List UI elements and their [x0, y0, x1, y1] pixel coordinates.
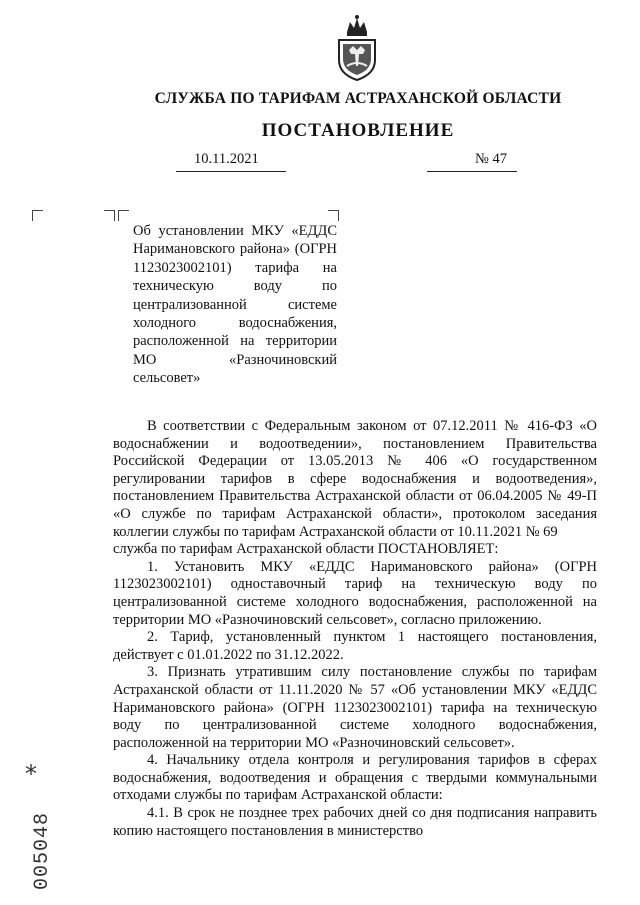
document-type: ПОСТАНОВЛЕНИЕ — [261, 120, 455, 141]
registration-code: 005048 — [31, 811, 54, 890]
document-date: 10.11.2021 — [194, 151, 259, 167]
item-4-paragraph: 4. Начальнику отдела контроля и регулирования тарифов в сферах водоснабжения, водоотведения и обращения с твердыми коммунальными отходами службы по тарифам Астраханской области: — [113, 752, 597, 804]
agency-name: СЛУЖБА ПО ТАРИФАМ АСТРАХАНСКОЙ ОБЛАСТИ — [154, 90, 562, 107]
item-1-paragraph: 1. Установить МКУ «ЕДДС Наримановского района» (ОГРН 1123023002101) одноставочный тариф на техническую воду по централизованной системе холодного водоснабжения, расположенной на территории МО «Разночиновский сельсовет», согласно приложению. — [113, 558, 597, 628]
asterisk-mark: * — [25, 760, 37, 788]
margin-stamp — [20, 760, 54, 890]
resolve-paragraph: служба по тарифам Астраханской области ПОСТАНОВЛЯЕТ: — [113, 541, 499, 558]
document-number: № 47 — [475, 151, 507, 167]
document-number-field — [427, 151, 517, 172]
document-body — [113, 418, 597, 840]
item-3-paragraph: 3. Признать утратившим силу постановление службы по тарифам Астраханской области от 11.11.2020 № 57 «Об установлении МКУ «ЕДДС Наримановского района» (ОГРН 1123023002101) тарифа на техническую воду по централизованной системе холодного водоснабжения, расположенной на территории МО «Разночиновский сельсовет». — [113, 664, 597, 751]
coat-of-arms-icon — [333, 14, 381, 84]
corner-mark — [328, 210, 339, 221]
document-subject: Об установлении МКУ «ЕДДС Наримановского района» (ОГРН 1123023002101) тарифа на техническую воду по централизованной системе холодного водоснабжения, расположенной на территории МО «Разночиновский сельсовет» — [133, 223, 337, 387]
corner-mark — [118, 210, 129, 221]
item-2-paragraph: 2. Тариф, установленный пунктом 1 настоящего постановления, действует с 01.01.2022 по 31.12.2022. — [113, 629, 597, 663]
document-date-field — [176, 151, 286, 172]
preamble-paragraph: В соответствии с Федеральным законом от 07.12.2011 № 416-ФЗ «О водоснабжении и водоотведении», постановлением Правительства Российской Федерации от 13.05.2013 № 406 «О государственном регулировании тарифов в сфере водоснабжения и водоотведения», постановлением Правительства Астраханской области от 06.04.2005 № 49-П «О службе по тарифам Астраханской области», протоколом заседания коллегии службы по тарифам Астраханской области от 10.11.2021 № 69 — [113, 418, 597, 540]
corner-mark — [104, 210, 115, 221]
item-4-1-paragraph: 4.1. В срок не позднее трех рабочих дней со дня подписания направить копию настоящего постановления в министерство — [113, 805, 597, 839]
corner-mark — [32, 210, 43, 221]
